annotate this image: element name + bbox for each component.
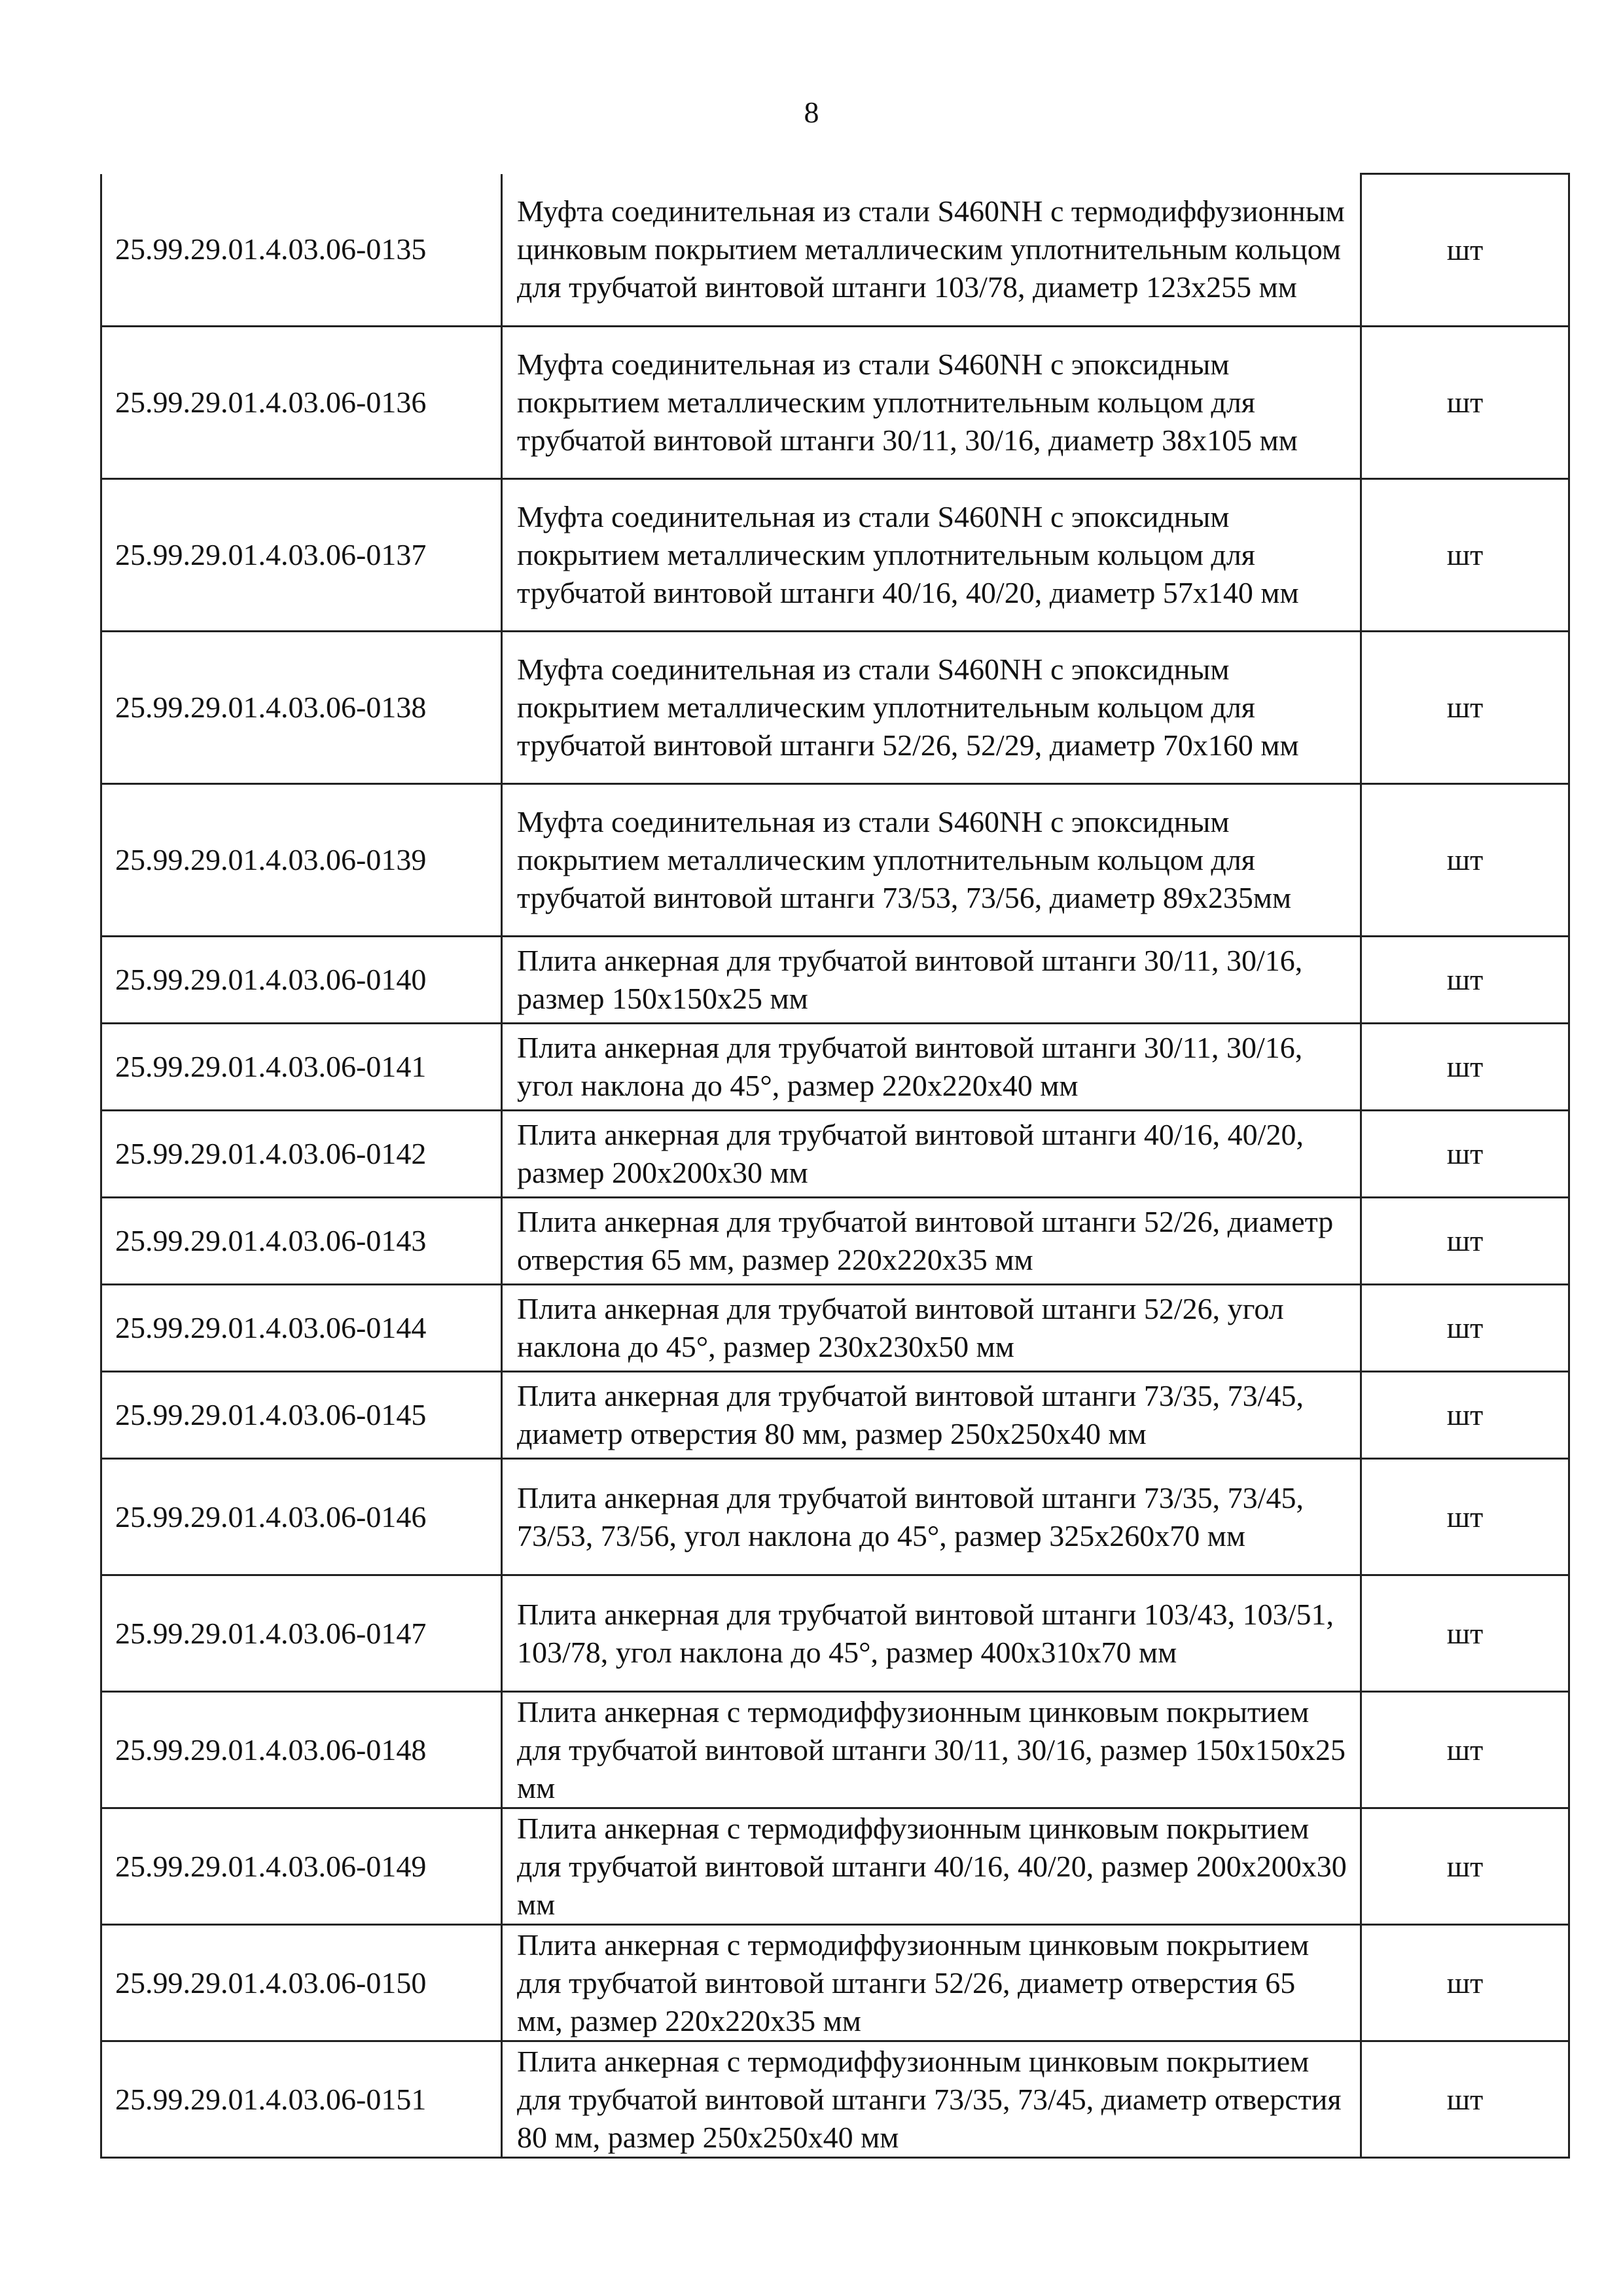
table-row <box>101 1692 1569 1808</box>
resource-unit: шт <box>1361 1692 1569 1808</box>
table-row <box>101 784 1569 937</box>
resource-description: Муфта соединительная из стали S460NH с эпоксидным покрытием металлическим уплотнительным кольцом для трубчатой винтовой штанги 30/11, 30/16, диаметр 38х105 мм <box>502 327 1361 479</box>
resource-description: Плита анкерная с термодиффузионным цинковым покрытием для трубчатой винтовой штанги 52/26, диаметр отверстия 65 мм, размер 220х220х35 мм <box>502 1925 1361 2041</box>
table-row <box>101 1808 1569 1925</box>
resource-description: Плита анкерная с термодиффузионным цинковым покрытием для трубчатой винтовой штанги 40/16, 40/20, размер 200х200х30 мм <box>502 1808 1361 1925</box>
resource-description: Плита анкерная для трубчатой винтовой штанги 40/16, 40/20, размер 200х200х30 мм <box>502 1111 1361 1198</box>
resource-code: 25.99.29.01.4.03.06-0141 <box>101 1024 502 1111</box>
table-row <box>101 632 1569 784</box>
resource-unit: шт <box>1361 479 1569 632</box>
resource-description: Плита анкерная для трубчатой винтовой штанги 73/35, 73/45, диаметр отверстия 80 мм, размер 250х250х40 мм <box>502 1372 1361 1459</box>
resource-code: 25.99.29.01.4.03.06-0146 <box>101 1459 502 1575</box>
resource-description: Муфта соединительная из стали S460NH с эпоксидным покрытием металлическим уплотнительным кольцом для трубчатой винтовой штанги 52/26, 52/29, диаметр 70х160 мм <box>502 632 1361 784</box>
resource-description: Плита анкерная для трубчатой винтовой штанги 30/11, 30/16, угол наклона до 45°, размер 220х220х40 мм <box>502 1024 1361 1111</box>
resource-code: 25.99.29.01.4.03.06-0147 <box>101 1575 502 1692</box>
resource-description: Муфта соединительная из стали S460NH с термодиффузионным цинковым покрытием металлическим уплотнительным кольцом для трубчатой винтовой штанги 103/78, диаметр 123х255 мм <box>502 174 1361 327</box>
resource-unit: шт <box>1361 1575 1569 1692</box>
resource-description: Плита анкерная для трубчатой винтовой штанги 103/43, 103/51, 103/78, угол наклона до 45°, размер 400х310х70 мм <box>502 1575 1361 1692</box>
resource-code: 25.99.29.01.4.03.06-0139 <box>101 784 502 937</box>
resource-description: Плита анкерная для трубчатой винтовой штанги 73/35, 73/45, 73/53, 73/56, угол наклона до 45°, размер 325х260х70 мм <box>502 1459 1361 1575</box>
table-row <box>101 1372 1569 1459</box>
resource-code: 25.99.29.01.4.03.06-0142 <box>101 1111 502 1198</box>
resource-code: 25.99.29.01.4.03.06-0151 <box>101 2041 502 2158</box>
table-row <box>101 1285 1569 1372</box>
resource-unit: шт <box>1361 1808 1569 1925</box>
table-row <box>101 174 1569 327</box>
table-row <box>101 2041 1569 2158</box>
resource-unit: шт <box>1361 1024 1569 1111</box>
resource-unit: шт <box>1361 1198 1569 1285</box>
resource-description: Муфта соединительная из стали S460NH с эпоксидным покрытием металлическим уплотнительным кольцом для трубчатой винтовой штанги 73/53, 73/56, диаметр 89х235мм <box>502 784 1361 937</box>
resource-description: Муфта соединительная из стали S460NH с эпоксидным покрытием металлическим уплотнительным кольцом для трубчатой винтовой штанги 40/16, 40/20, диаметр 57х140 мм <box>502 479 1361 632</box>
table-row <box>101 937 1569 1024</box>
table-row <box>101 1459 1569 1575</box>
resource-unit: шт <box>1361 1925 1569 2041</box>
resource-description: Плита анкерная для трубчатой винтовой штанги 30/11, 30/16, размер 150х150х25 мм <box>502 937 1361 1024</box>
resource-unit: шт <box>1361 1285 1569 1372</box>
resource-code: 25.99.29.01.4.03.06-0149 <box>101 1808 502 1925</box>
resource-unit: шт <box>1361 1372 1569 1459</box>
table-row <box>101 1575 1569 1692</box>
resource-code: 25.99.29.01.4.03.06-0145 <box>101 1372 502 1459</box>
resource-code: 25.99.29.01.4.03.06-0135 <box>101 174 502 327</box>
resource-description: Плита анкерная с термодиффузионным цинковым покрытием для трубчатой винтовой штанги 73/35, 73/45, диаметр отверстия 80 мм, размер 250х250х40 мм <box>502 2041 1361 2158</box>
resource-unit: шт <box>1361 632 1569 784</box>
resource-unit: шт <box>1361 784 1569 937</box>
resource-unit: шт <box>1361 937 1569 1024</box>
resource-code: 25.99.29.01.4.03.06-0143 <box>101 1198 502 1285</box>
resource-unit: шт <box>1361 2041 1569 2158</box>
resource-code: 25.99.29.01.4.03.06-0148 <box>101 1692 502 1808</box>
table-row <box>101 1024 1569 1111</box>
table-row <box>101 1111 1569 1198</box>
resource-code: 25.99.29.01.4.03.06-0144 <box>101 1285 502 1372</box>
table-row <box>101 327 1569 479</box>
table-row <box>101 1925 1569 2041</box>
resource-code: 25.99.29.01.4.03.06-0137 <box>101 479 502 632</box>
resource-code: 25.99.29.01.4.03.06-0150 <box>101 1925 502 2041</box>
resource-unit: шт <box>1361 327 1569 479</box>
resource-unit: шт <box>1361 174 1569 327</box>
table-row <box>101 479 1569 632</box>
resource-description: Плита анкерная для трубчатой винтовой штанги 52/26, диаметр отверстия 65 мм, размер 220х220х35 мм <box>502 1198 1361 1285</box>
resource-code: 25.99.29.01.4.03.06-0140 <box>101 937 502 1024</box>
resource-table <box>100 173 1570 2159</box>
resource-code: 25.99.29.01.4.03.06-0136 <box>101 327 502 479</box>
table-row <box>101 1198 1569 1285</box>
resource-code: 25.99.29.01.4.03.06-0138 <box>101 632 502 784</box>
resource-unit: шт <box>1361 1459 1569 1575</box>
resource-unit: шт <box>1361 1111 1569 1198</box>
page-number: 8 <box>804 96 819 129</box>
resource-description: Плита анкерная с термодиффузионным цинковым покрытием для трубчатой винтовой штанги 30/11, 30/16, размер 150х150х25 мм <box>502 1692 1361 1808</box>
resource-description: Плита анкерная для трубчатой винтовой штанги 52/26, угол наклона до 45°, размер 230х230х50 мм <box>502 1285 1361 1372</box>
